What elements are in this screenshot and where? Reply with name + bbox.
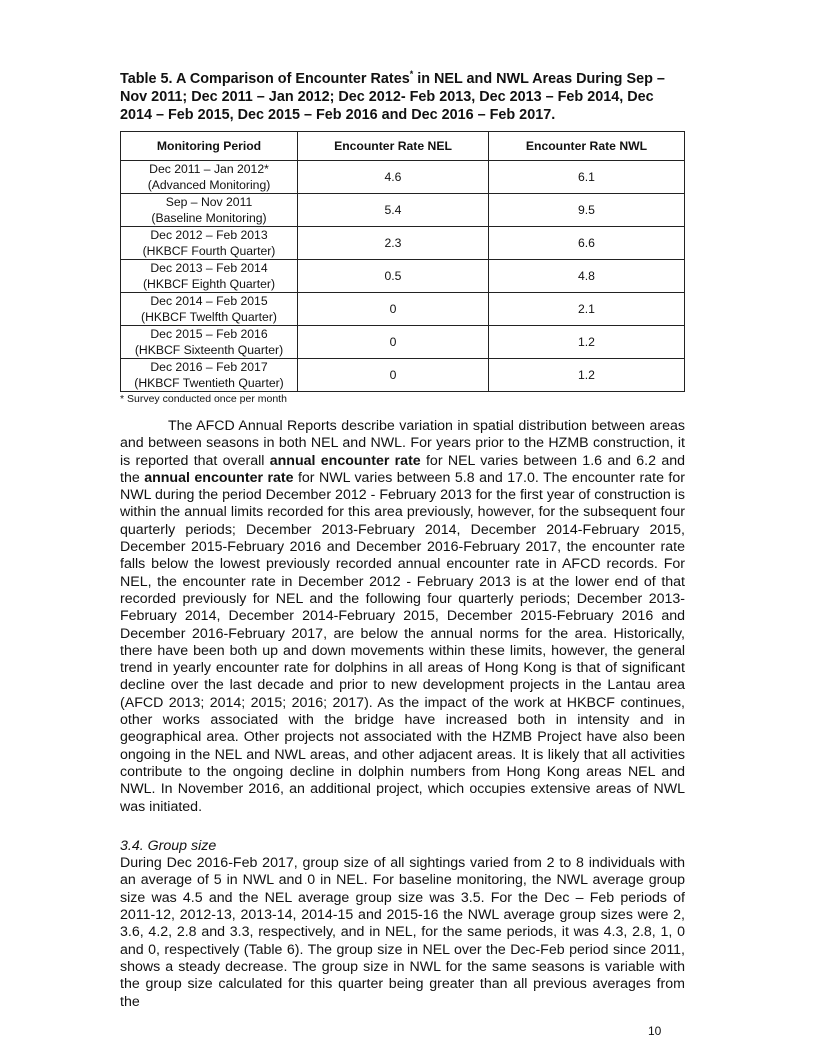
table-row: [121, 161, 685, 194]
bold-term: annual encounter rate: [144, 469, 294, 486]
cell-monitoring-period: [121, 359, 298, 392]
table-row: [121, 293, 685, 326]
paragraph-encounter-rates: The AFCD Annual Reports describe variation in spatial distribution between areas and between seasons in both NEL and NWL. For years prior to the HZMB construction, it is reported that overall annual encounter rate for NEL varies between 1.6 and 6.2 and the annual encounter rate for NWL varies between 5.8 and 17.0. The encounter rate for NWL during the period December 2012 - February 2013 for the first year of construction is within the annual limits recorded for this area previously, however, for the subsequent four quarterly periods; December 2013-February 2014, December 2014-February 2015, December 2015-February 2016 and December 2016-February 2017, the encounter rate falls below the lowest previously recorded annual encounter rate in AFCD records. For NEL, the encounter rate in December 2012 - February 2013 is at the lower end of that recorded previously for NEL and the following four quarterly periods; December 2013-February 2014, December 2014-February 2015, December 2015-February 2016 and December 2016-February 2017, are below the annual norms for the area. Historically, there have been both up and down movements within these limits, however, the general trend in yearly encounter rate for dolphins in all areas of Hong Kong is that of significant decline over the last decade and prior to new development projects in the Lantau area (AFCD 2013; 2014; 2015; 2016; 2017). As the impact of the work at HKBCF continues, other works associated with the bridge have increased both in intensity and in geographical area. Other projects not associated with the HZMB Project have also been ongoing in the NEL and NWL areas, and other adjacent areas. It is likely that all activities contribute to the ongoing decline in dolphin numbers from Hong Kong areas NEL and NWL. In November 2016, an additional project, which occupies extensive areas of NWL was initiated.: [120, 418, 685, 815]
period-range: Dec 2011 – Jan 2012*: [149, 162, 269, 176]
table-header-row: [121, 132, 685, 161]
period-label: (HKBCF Twentieth Quarter): [134, 376, 284, 390]
table-caption: [120, 70, 685, 124]
page-number: 10: [648, 1024, 662, 1038]
table-row: [121, 227, 685, 260]
cell-monitoring-period: [121, 227, 298, 260]
header-encounter-rate-nel: Encounter Rate NEL: [298, 132, 489, 161]
cell-monitoring-period: [121, 326, 298, 359]
cell-encounter-rate-nel: 0: [298, 293, 489, 326]
period-range: Dec 2013 – Feb 2014: [150, 261, 268, 275]
cell-encounter-rate-nel: 2.3: [298, 227, 489, 260]
cell-encounter-rate-nel: 4.6: [298, 161, 489, 194]
cell-monitoring-period: [121, 161, 298, 194]
cell-encounter-rate-nel: 5.4: [298, 194, 489, 227]
header-monitoring-period: Monitoring Period: [121, 132, 298, 161]
cell-encounter-rate-nel: 0.5: [298, 260, 489, 293]
table-row: [121, 359, 685, 392]
cell-encounter-rate-nwl: 1.2: [488, 326, 684, 359]
table-row: [121, 326, 685, 359]
table-row: [121, 260, 685, 293]
caption-footnote-mark: *: [409, 69, 414, 80]
period-label: (Advanced Monitoring): [147, 178, 271, 192]
cell-encounter-rate-nwl: 2.1: [488, 293, 684, 326]
caption-text: Table 5. A Comparison of Encounter Rates: [120, 71, 410, 87]
period-label: (HKBCF Eighth Quarter): [142, 277, 276, 291]
cell-monitoring-period: [121, 260, 298, 293]
period-range: Dec 2016 – Feb 2017: [150, 360, 268, 374]
cell-monitoring-period: [121, 293, 298, 326]
section-heading-group-size: 3.4. Group size: [120, 837, 217, 854]
bold-term: annual encounter rate: [269, 452, 421, 469]
period-range: Dec 2014 – Feb 2015: [150, 294, 268, 308]
period-range: Sep – Nov 2011: [165, 195, 253, 209]
cell-encounter-rate-nwl: 9.5: [488, 194, 684, 227]
period-label: (Baseline Monitoring): [151, 211, 267, 225]
period-range: Dec 2015 – Feb 2016: [150, 327, 268, 341]
page-content: [120, 70, 685, 1011]
cell-encounter-rate-nwl: 4.8: [488, 260, 684, 293]
period-label: (HKBCF Sixteenth Quarter): [134, 343, 284, 357]
table-footnote: * Survey conducted once per month: [120, 393, 287, 405]
caption-text-rest: in NEL and NWL Areas During Sep – Nov 2011; Dec 2011 – Jan 2012; Dec 2012- Feb 2013, Dec 2013 – Feb 2014, Dec 2014 – Feb 2015, Dec 2015 – Feb 2016 and Dec 2016 – Feb 2017.: [120, 71, 665, 123]
cell-encounter-rate-nwl: 6.6: [488, 227, 684, 260]
paragraph-group-size: During Dec 2016-Feb 2017, group size of all sightings varied from 2 to 8 individuals with an average of 5 in NWL and 0 in NEL. For baseline monitoring, the NWL average group size was 4.5 and the NEL average group size was 3.5. For the Dec – Feb periods of 2011-12, 2012-13, 2013-14, 2014-15 and 2015-16 the NWL average group sizes were 2, 3.6, 4.2, 2.8 and 3.3, respectively, and in NEL, for the same periods, it was 4.3, 2.8, 1, 0 and 0, respectively (Table 6). The group size in NEL over the Dec-Feb period since 2011, shows a steady decrease. The group size in NWL for the same seasons is variable with the group size calculated for this quarter being greater than all previous averages from the: [120, 855, 685, 1010]
period-label: (HKBCF Fourth Quarter): [142, 244, 276, 258]
cell-encounter-rate-nwl: 6.1: [488, 161, 684, 194]
period-label: (HKBCF Twelfth Quarter): [141, 310, 277, 324]
encounter-rates-table: [120, 131, 685, 392]
cell-monitoring-period: [121, 194, 298, 227]
table-row: [121, 194, 685, 227]
cell-encounter-rate-nwl: 1.2: [488, 359, 684, 392]
cell-encounter-rate-nel: 0: [298, 326, 489, 359]
header-encounter-rate-nwl: Encounter Rate NWL: [488, 132, 684, 161]
period-range: Dec 2012 – Feb 2013: [150, 228, 268, 242]
cell-encounter-rate-nel: 0: [298, 359, 489, 392]
